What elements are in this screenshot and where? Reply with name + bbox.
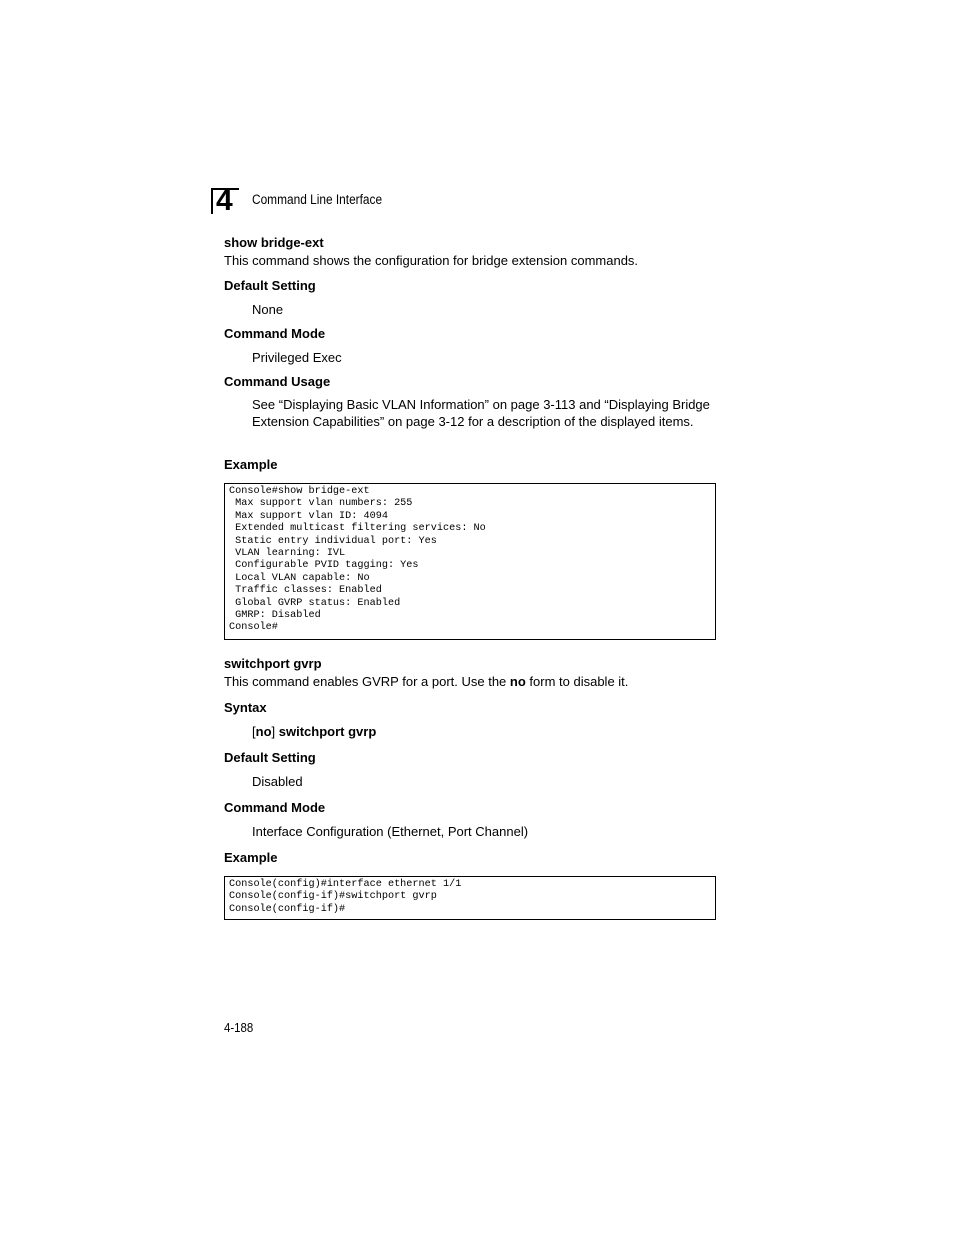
code-line: Max support vlan numbers: 255 [229,498,413,510]
description-keyword: no [509,674,526,689]
default-setting-heading: Default Setting [224,750,316,765]
syntax-command: switchport gvrp [278,724,377,739]
command-description: This command shows the configuration for bridge extension commands. [224,253,639,268]
command-usage-text: See “Displaying Basic VLAN Information” on page 3-113 and “Displaying Bridge Extension Capabilities” on page 3-12 for a description of the displayed items. [252,397,710,429]
command-description [224,674,628,689]
syntax-value [252,724,376,739]
chapter-number-tab [211,184,239,217]
chapter-number: 4 [216,184,233,217]
code-line: VLAN learning: IVL [229,547,346,559]
command-title: switchport gvrp [224,656,322,671]
code-line: Static entry individual port: Yes [229,535,437,547]
code-line: Configurable PVID tagging: Yes [229,560,419,572]
example-heading: Example [224,850,278,865]
code-line: Global GVRP status: Enabled [229,597,401,609]
command-mode-value: Privileged Exec [252,350,342,365]
syntax-bracket: [ [252,724,256,739]
command-mode-heading: Command Mode [224,326,326,341]
code-line: Console#show bridge-ext [229,486,370,497]
code-line: Console# [229,622,278,634]
command-usage-heading: Command Usage [224,374,331,389]
code-line: Local VLAN capable: No [229,572,370,584]
default-setting-value: Disabled [252,774,303,789]
syntax-heading: Syntax [224,700,267,715]
syntax-keyword: no [255,724,272,739]
default-setting-heading: Default Setting [224,278,316,293]
code-line: Console(config)#interface ethernet 1/1 [229,879,462,890]
command-mode-value: Interface Configuration (Ethernet, Port Channel) [252,824,529,839]
page-number: 4-188 [224,1020,254,1035]
running-header-title: Command Line Interface [252,192,383,207]
code-line: GMRP: Disabled [229,609,321,621]
code-line: Console(config-if)# [229,903,346,915]
command-mode-heading: Command Mode [224,800,326,815]
code-line: Extended multicast filtering services: No [229,523,486,535]
description-text: form to disable it. [525,674,629,689]
command-title: show bridge-ext [224,235,324,250]
code-line: Console(config-if)#switchport gvrp [229,891,437,903]
code-line: Max support vlan ID: 4094 [229,510,388,522]
example-heading: Example [224,457,278,472]
default-setting-value: None [252,302,284,317]
syntax-bracket: ] [271,724,279,739]
description-text: This command enables GVRP for a port. Use the [224,674,510,689]
code-example-box [224,876,716,920]
code-example-box [224,483,716,640]
code-line: Traffic classes: Enabled [229,585,382,597]
